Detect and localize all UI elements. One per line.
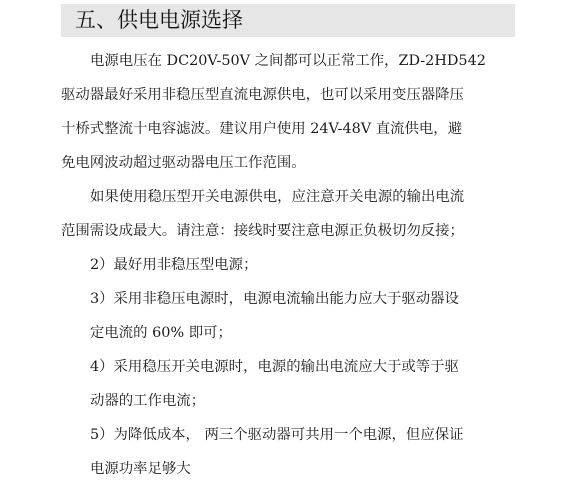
list-item-4 [61, 350, 521, 418]
text-line: 如果使用稳压型开关电源供电，应注意开关电源的输出电流 [90, 189, 465, 205]
document-body [61, 44, 521, 486]
list-item-3 [61, 282, 521, 350]
text-line: 4）采用稳压开关电源时，电源的输出电流应大于或等于驱 [90, 359, 459, 375]
text-line: 十桥式整流十电容滤波。建议用户使用 24V-48V 直流供电，避 [61, 121, 463, 137]
text-line: 驱动器最好采用非稳压型直流电源供电，也可以采用变压器降压 [61, 87, 464, 103]
text-line: 5）为降低成本， 两三个驱动器可共用一个电源，但应保证 [90, 427, 464, 443]
text-line: 电源电压在 DC20V-50V 之间都可以正常工作，ZD-2HD542 [90, 53, 486, 69]
list-item-2 [61, 248, 521, 282]
paragraph-power-voltage [61, 44, 521, 180]
text-line: 范围需设成最大。请注意：接线时要注意电源正负极切勿反接； [61, 223, 464, 239]
text-line: 3）采用非稳压电源时，电源电流输出能力应大于驱动器设 [90, 291, 459, 307]
text-line: 电源功率足够大 [90, 461, 191, 477]
text-line: 定电流的 60% 即可； [90, 325, 232, 341]
section-heading: 五、供电电源选择 [61, 4, 515, 37]
list-item-5 [61, 418, 521, 486]
paragraph-switching-supply [61, 180, 521, 248]
text-line: 免电网波动超过驱动器电压工作范围。 [61, 155, 306, 171]
text-line: 2）最好用非稳压型电源； [90, 257, 258, 273]
text-line: 动器的工作电流； [90, 393, 206, 409]
